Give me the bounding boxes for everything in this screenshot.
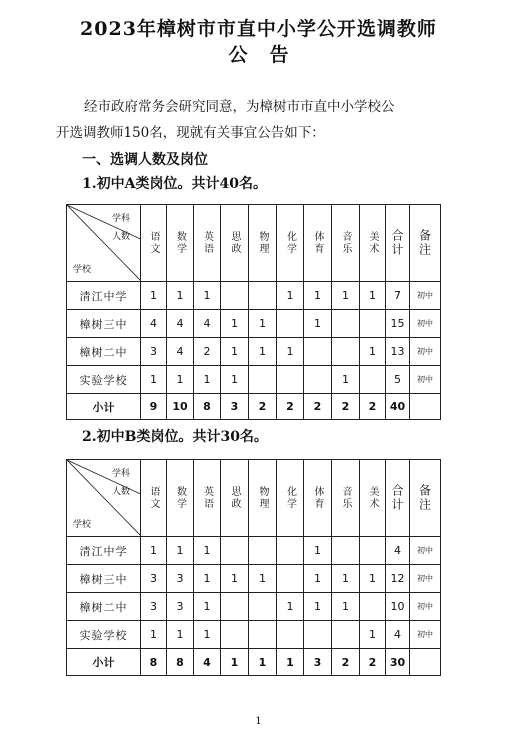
- subtotal-row: [67, 394, 441, 420]
- total-column-header: 合计: [386, 460, 410, 537]
- table-cell: 1: [249, 338, 277, 366]
- column-header: 思政: [221, 460, 249, 537]
- subtotal-cell: 8: [194, 394, 221, 420]
- table-cell: [249, 537, 277, 565]
- total-column-header: 合计: [386, 205, 410, 282]
- table-cell: 4: [194, 310, 221, 338]
- subtotal-cell: 1: [249, 649, 277, 676]
- table-cell: [249, 366, 277, 394]
- intro-paragraph-line2: 开选调教师150名，现就有关事宜公告如下：: [56, 125, 325, 141]
- table-cell: 1: [141, 282, 167, 310]
- subtotal-cell: 2: [277, 394, 304, 420]
- school-name: 实验学校: [67, 621, 141, 649]
- table-cell: 1: [221, 310, 249, 338]
- column-header: 语文: [141, 205, 167, 282]
- subtotal-cell: 8: [141, 649, 167, 676]
- table-row: [67, 282, 441, 310]
- table-row: [67, 310, 441, 338]
- announcement-title: 2023年樟树市市直中小学公开选调教师: [80, 18, 437, 40]
- table-cell: [221, 593, 249, 621]
- row-note: 初中: [410, 593, 441, 621]
- table-cell: [304, 366, 332, 394]
- subtotal-cell: 1: [221, 649, 249, 676]
- subtotal-total: 40: [386, 394, 410, 420]
- table-cell: [221, 537, 249, 565]
- row-note: 初中: [410, 282, 441, 310]
- table-cell: 3: [141, 338, 167, 366]
- table-cell: 1: [194, 593, 221, 621]
- subtotal-cell: 4: [194, 649, 221, 676]
- column-header: 物理: [249, 205, 277, 282]
- header-diagonal-cell: [67, 205, 141, 282]
- table-cell: 3: [167, 565, 194, 593]
- table-cell: [249, 593, 277, 621]
- table-cell: 1: [304, 282, 332, 310]
- header-subject-label: 学科: [111, 469, 130, 479]
- table-cell: [332, 310, 360, 338]
- table-b-heading: 2.初中B类岗位。共计30名。: [82, 429, 268, 445]
- school-name: 樟树三中: [67, 565, 141, 593]
- table-cell: [360, 310, 386, 338]
- table-cell: 1: [332, 366, 360, 394]
- note-column-header: 备注: [410, 460, 441, 537]
- subtotal-cell: 3: [221, 394, 249, 420]
- table-cell: [360, 366, 386, 394]
- subtotal-cell: 1: [277, 649, 304, 676]
- subtotal-cell: 10: [167, 394, 194, 420]
- table-cell: 1: [304, 537, 332, 565]
- subtotal-cell: 2: [360, 394, 386, 420]
- announcement-subtitle: 公告: [228, 44, 311, 66]
- row-total: 13: [386, 338, 410, 366]
- table-cell: 4: [167, 338, 194, 366]
- table-cell: 1: [304, 565, 332, 593]
- table-cell: [332, 338, 360, 366]
- column-header: 美术: [360, 205, 386, 282]
- table-cell: 1: [141, 621, 167, 649]
- subtotal-note: [410, 394, 441, 420]
- table-cell: 1: [332, 593, 360, 621]
- table-cell: 1: [221, 565, 249, 593]
- column-header: 化学: [277, 460, 304, 537]
- table-row: [67, 338, 441, 366]
- table-cell: 1: [277, 282, 304, 310]
- table-cell: 4: [141, 310, 167, 338]
- header-subject-label: 学科: [111, 214, 130, 224]
- table-cell: [221, 282, 249, 310]
- header-count-label: 人数: [111, 232, 130, 242]
- table-cell: 1: [194, 366, 221, 394]
- row-total: 7: [386, 282, 410, 310]
- table-cell: [304, 338, 332, 366]
- row-note: 初中: [410, 338, 441, 366]
- note-column-header: 备注: [410, 205, 441, 282]
- table-cell: [249, 621, 277, 649]
- column-header: 音乐: [332, 205, 360, 282]
- table-cell: [277, 310, 304, 338]
- table-cell: 1: [332, 282, 360, 310]
- table-cell: 1: [141, 537, 167, 565]
- table-cell: 1: [249, 565, 277, 593]
- row-note: 初中: [410, 366, 441, 394]
- row-total: 15: [386, 310, 410, 338]
- row-total: 12: [386, 565, 410, 593]
- table-cell: [332, 621, 360, 649]
- table-cell: 1: [194, 565, 221, 593]
- table-cell: [249, 282, 277, 310]
- table-cell: 3: [141, 565, 167, 593]
- table-row: [67, 366, 441, 394]
- table-cell: 1: [332, 565, 360, 593]
- table-cell: 1: [277, 338, 304, 366]
- column-header: 数学: [167, 460, 194, 537]
- column-header: 英语: [194, 460, 221, 537]
- table-cell: 1: [167, 282, 194, 310]
- subtotal-cell: 3: [304, 649, 332, 676]
- table-cell: 1: [249, 310, 277, 338]
- subtotal-label: 小计: [67, 394, 141, 420]
- table-cell: 1: [167, 366, 194, 394]
- school-name: 实验学校: [67, 366, 141, 394]
- table-cell: 1: [194, 537, 221, 565]
- school-name: 樟树二中: [67, 593, 141, 621]
- header-count-label: 人数: [111, 487, 130, 497]
- table-cell: 1: [304, 310, 332, 338]
- school-name: 樟树二中: [67, 338, 141, 366]
- subtotal-cell: 2: [332, 649, 360, 676]
- column-header: 语文: [141, 460, 167, 537]
- table-row: [67, 565, 441, 593]
- table-cell: 1: [360, 338, 386, 366]
- row-note: 初中: [410, 310, 441, 338]
- table-cell: [277, 621, 304, 649]
- table-cell: [277, 565, 304, 593]
- table-row: [67, 621, 441, 649]
- page-number: 1: [255, 716, 262, 727]
- subtotal-note: [410, 649, 441, 676]
- subtotal-cell: 2: [332, 394, 360, 420]
- header-diagonal-cell: [67, 460, 141, 537]
- row-note: 初中: [410, 565, 441, 593]
- row-total: 5: [386, 366, 410, 394]
- subtotal-label: 小计: [67, 649, 141, 676]
- table-cell: 2: [194, 338, 221, 366]
- header-school-label: 学校: [73, 265, 92, 275]
- table-cell: 1: [360, 565, 386, 593]
- table-cell: [277, 537, 304, 565]
- diagonal-header: [67, 205, 140, 281]
- table-cell: 1: [221, 338, 249, 366]
- table-row: [67, 537, 441, 565]
- table-cell: 1: [167, 537, 194, 565]
- row-total: 4: [386, 537, 410, 565]
- school-name: 樟树三中: [67, 310, 141, 338]
- column-header: 体育: [304, 460, 332, 537]
- table-a: [66, 204, 441, 420]
- table-cell: 3: [141, 593, 167, 621]
- table-a-heading: 1.初中A类岗位。共计40名。: [82, 176, 267, 192]
- header-school-label: 学校: [73, 520, 92, 530]
- school-name: 清江中学: [67, 537, 141, 565]
- table-cell: [360, 593, 386, 621]
- table-cell: [277, 366, 304, 394]
- subtotal-total: 30: [386, 649, 410, 676]
- table-cell: 3: [167, 593, 194, 621]
- subtotal-cell: 2: [304, 394, 332, 420]
- column-header: 思政: [221, 205, 249, 282]
- table-cell: [360, 537, 386, 565]
- subtotal-row: [67, 649, 441, 676]
- subtotal-cell: 2: [360, 649, 386, 676]
- column-header: 化学: [277, 205, 304, 282]
- column-header: 英语: [194, 205, 221, 282]
- column-header: 音乐: [332, 460, 360, 537]
- column-header: 体育: [304, 205, 332, 282]
- table-cell: 1: [221, 366, 249, 394]
- table-cell: 1: [360, 621, 386, 649]
- column-header: 数学: [167, 205, 194, 282]
- row-total: 4: [386, 621, 410, 649]
- table-cell: 1: [167, 621, 194, 649]
- intro-paragraph-line1: 经市政府常务会研究同意，为樟树市市直中小学校公: [84, 99, 395, 115]
- subtotal-cell: 8: [167, 649, 194, 676]
- diagonal-header: [67, 460, 140, 536]
- table-cell: [332, 537, 360, 565]
- table-cell: 1: [141, 366, 167, 394]
- school-name: 清江中学: [67, 282, 141, 310]
- column-header: 物理: [249, 460, 277, 537]
- subtotal-cell: 2: [249, 394, 277, 420]
- table-cell: 1: [277, 593, 304, 621]
- table-cell: 1: [304, 593, 332, 621]
- subtotal-cell: 9: [141, 394, 167, 420]
- row-note: 初中: [410, 621, 441, 649]
- table-cell: 1: [194, 621, 221, 649]
- row-note: 初中: [410, 537, 441, 565]
- table-cell: 1: [360, 282, 386, 310]
- column-header: 美术: [360, 460, 386, 537]
- row-total: 10: [386, 593, 410, 621]
- section-heading: 一、选调人数及岗位: [82, 152, 208, 168]
- table-cell: 1: [194, 282, 221, 310]
- table-row: [67, 593, 441, 621]
- table-cell: [304, 621, 332, 649]
- table-b: [66, 459, 441, 676]
- table-cell: [221, 621, 249, 649]
- table-cell: 4: [167, 310, 194, 338]
